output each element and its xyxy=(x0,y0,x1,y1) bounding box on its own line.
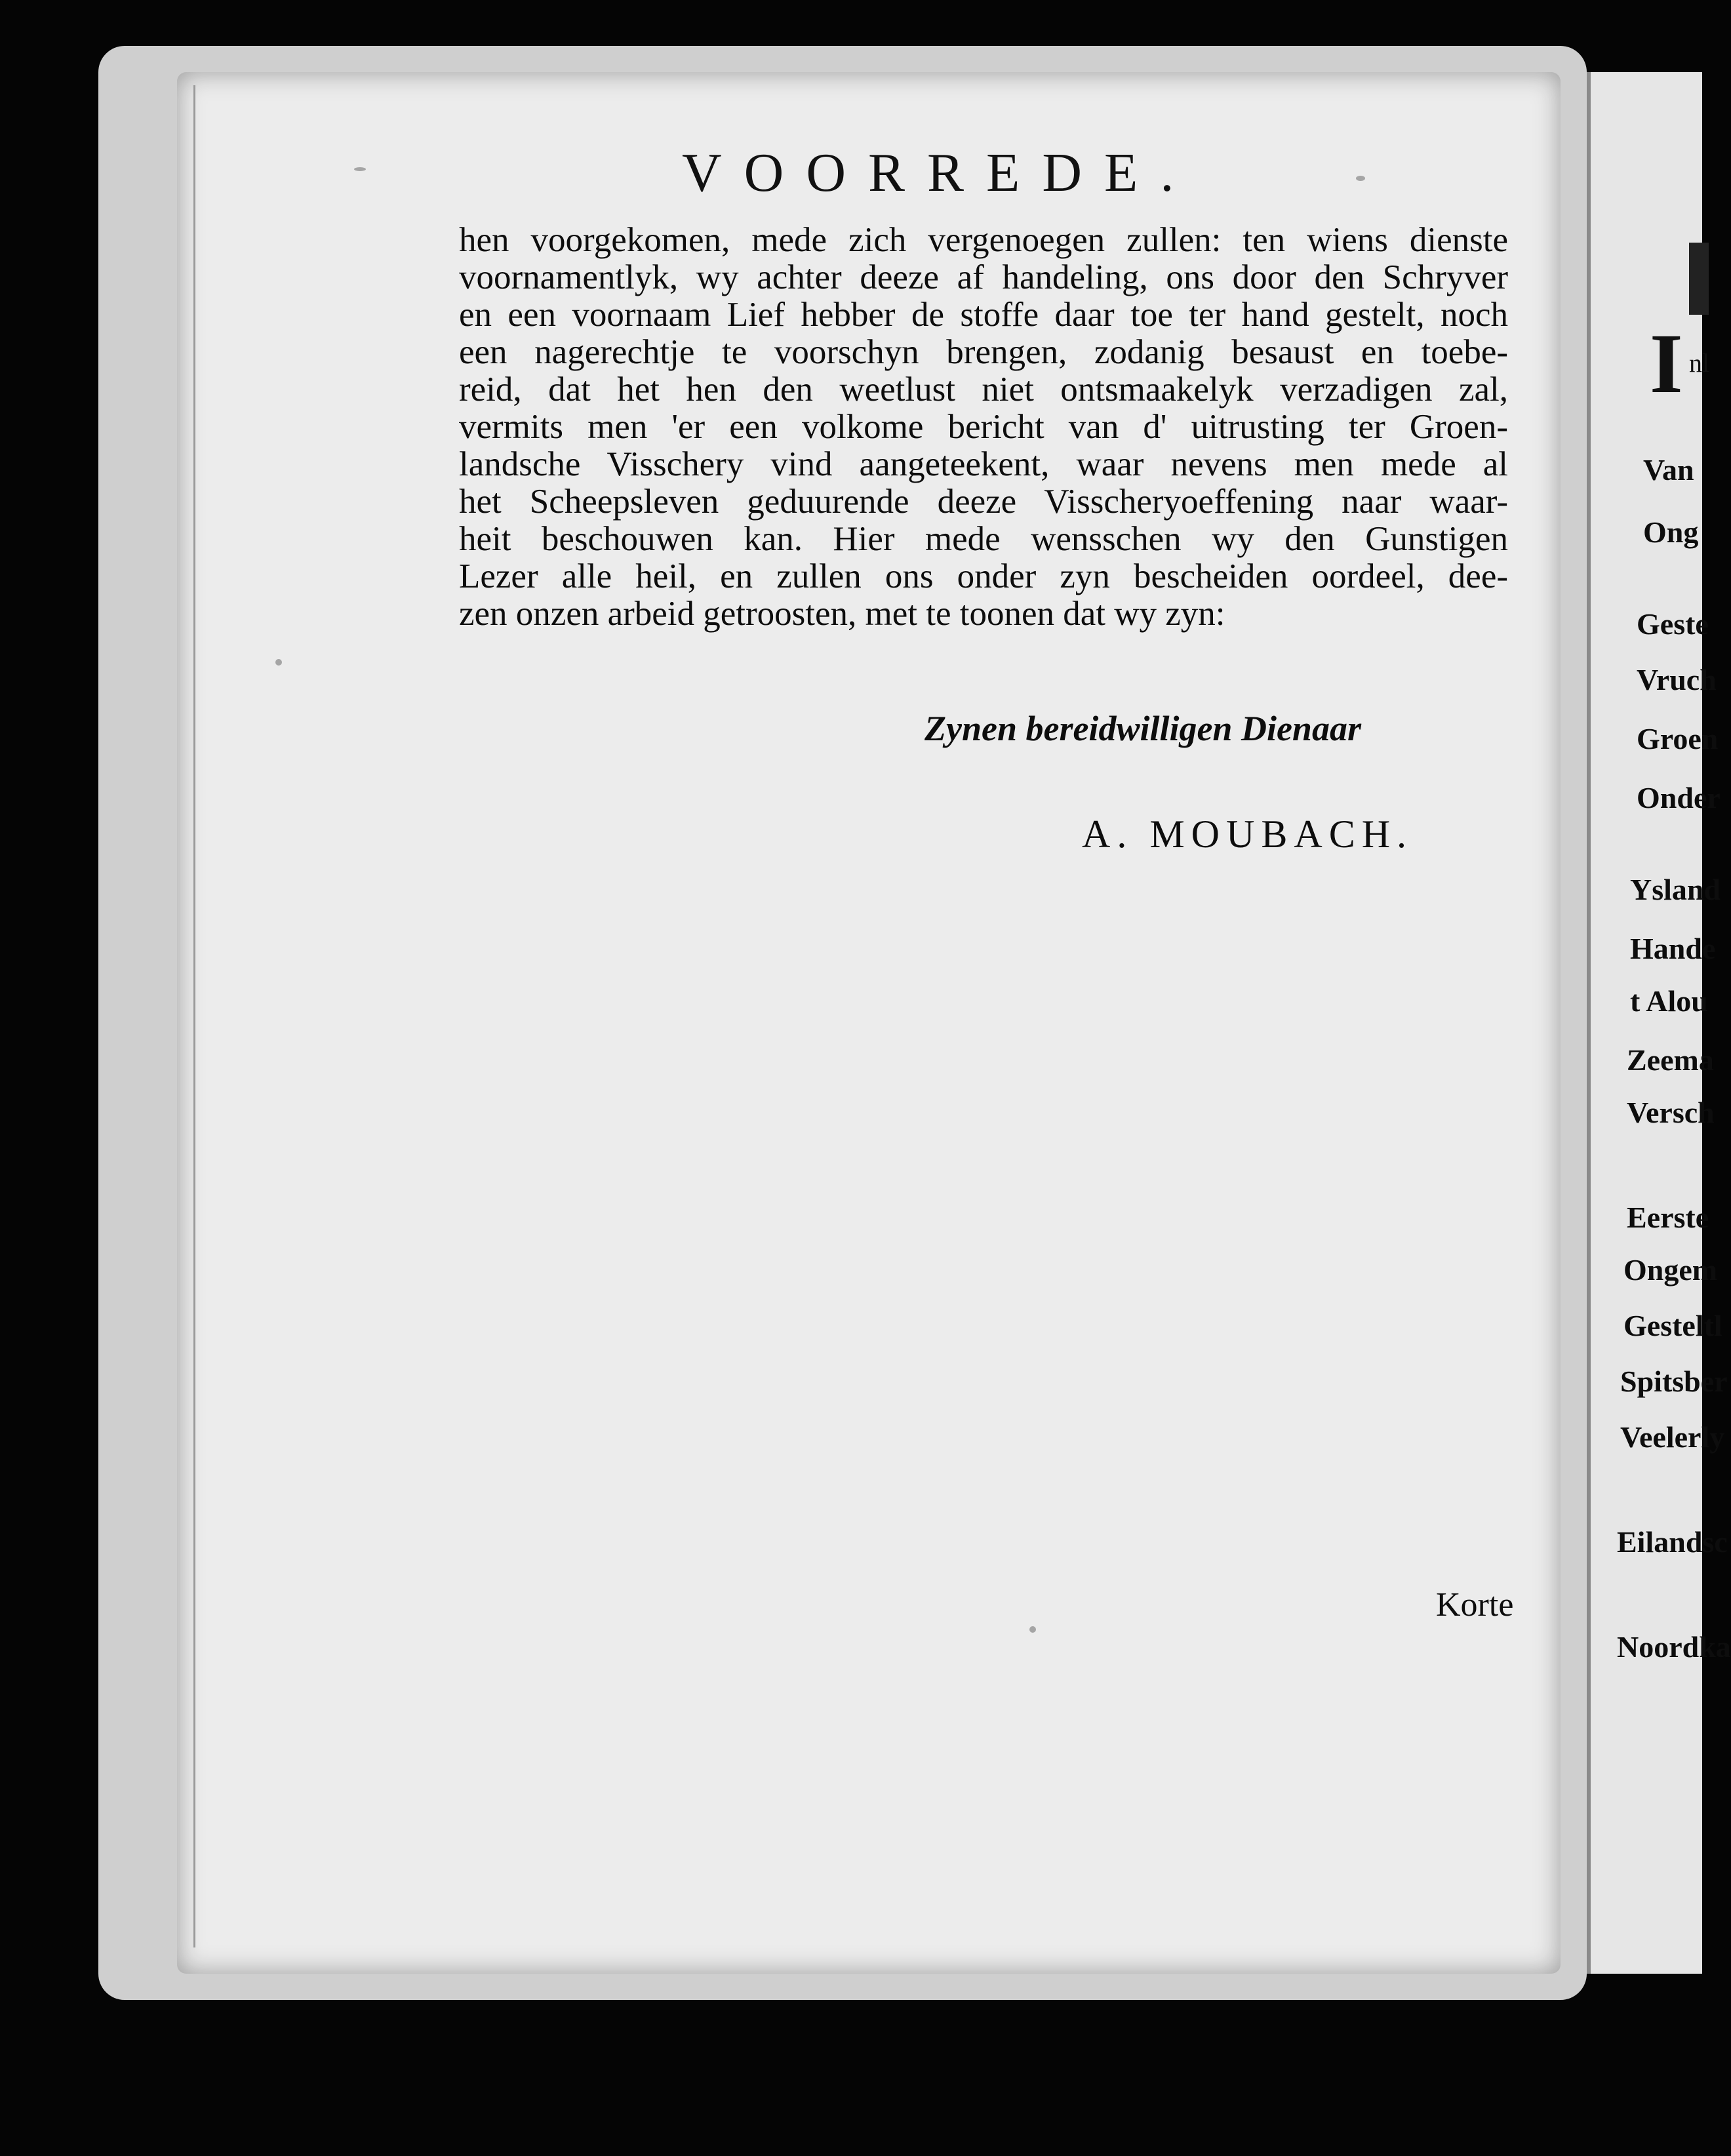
catchword: Korte xyxy=(1436,1586,1514,1624)
toc-fragment: t Alou xyxy=(1630,984,1708,1018)
toc-fragment: Vruch xyxy=(1637,663,1717,696)
facing-page xyxy=(1587,72,1731,1974)
body-line: voornamentlyk, wy achter deeze af handeling, ons door den Schryver xyxy=(459,258,1508,296)
running-head: VOORREDE. xyxy=(682,142,1197,203)
body-line: hen voorgekomen, mede zich vergenoegen zullen: ten wiens dienste xyxy=(459,221,1508,259)
toc-fragment: Eerste xyxy=(1627,1201,1709,1234)
toc-fragment: Geste xyxy=(1637,607,1709,641)
ink-spot xyxy=(354,167,366,171)
gutter-line xyxy=(193,85,195,1947)
toc-fragment: Versch xyxy=(1627,1096,1715,1129)
body-line: reid, dat het hen den weetlust niet ontsmaakelyk verzadigen zal, xyxy=(459,370,1508,409)
body-line: landsche Visschery vind aangeteekent, waar nevens men mede al xyxy=(459,445,1508,483)
toc-fragment: Ongem xyxy=(1623,1253,1718,1287)
toc-fragment: Gesteltl xyxy=(1623,1309,1722,1342)
toc-fragment: Van xyxy=(1643,453,1694,487)
toc-fragment: Zeema xyxy=(1627,1043,1714,1077)
toc-fragment: Groen xyxy=(1637,722,1719,755)
toc-fragment: Spitsber xyxy=(1620,1365,1728,1398)
body-line: vermits men 'er een volkome bericht van d' uitrusting ter Groen- xyxy=(459,408,1508,446)
toc-fragment: Ysland xyxy=(1630,873,1721,906)
body-line: zen onzen arbeid getroosten, met te toonen dat wy zyn: xyxy=(459,595,1225,633)
body-text xyxy=(459,222,1508,633)
toc-fragment: Hande xyxy=(1630,932,1716,965)
signature: A. MOUBACH. xyxy=(1082,812,1414,856)
body-line: Lezer alle heil, en zullen ons onder zyn bescheiden oordeel, dee- xyxy=(459,557,1508,595)
decorative-bar xyxy=(1689,243,1709,315)
body-line: een nagerechtje te voorschyn brengen, zodanig besaust en toebe- xyxy=(459,333,1508,371)
body-line: en een voornaam Lief hebber de stoffe daar toe ter hand gestelt, noch xyxy=(459,296,1508,334)
toc-fragment: Veelerly xyxy=(1620,1420,1725,1454)
initial-letter-small: nl xyxy=(1689,348,1710,378)
closing-salutation: Zynen bereidwilligen Dienaar xyxy=(925,709,1361,748)
body-line: heit beschouwen kan. Hier mede wensschen wy den Gunstigen xyxy=(459,520,1508,558)
toc-fragment: Ong xyxy=(1643,515,1699,549)
body-line: het Scheepsleven geduurende deeze Visscheryoeffening naar waar- xyxy=(459,483,1508,521)
ink-spot xyxy=(275,659,282,666)
toc-fragment: Onder xyxy=(1637,781,1721,814)
ink-spot xyxy=(1356,176,1365,181)
toc-fragment: Eilandsc xyxy=(1617,1525,1728,1559)
ink-spot xyxy=(1029,1626,1036,1633)
toc-fragment: Noordka xyxy=(1617,1630,1731,1664)
initial-letter: I xyxy=(1650,317,1683,411)
